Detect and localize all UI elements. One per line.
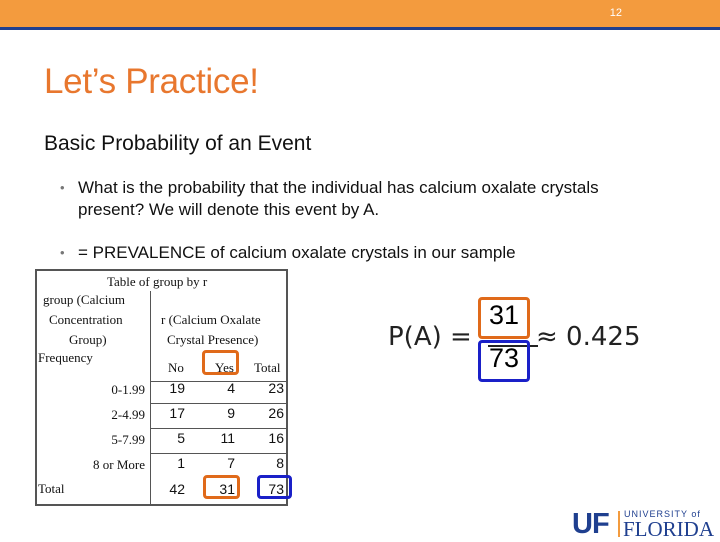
column-header-total: Total bbox=[254, 360, 281, 375]
bullet-dot-icon: • bbox=[60, 245, 65, 260]
cell-no: 5 bbox=[177, 430, 185, 446]
row-label-total: Total bbox=[38, 481, 65, 496]
row-header-line: Concentration bbox=[49, 312, 123, 327]
bullet-item bbox=[60, 177, 650, 221]
row-label: 0-1.99 bbox=[111, 382, 145, 397]
bullet-text: = PREVALENCE of calcium oxalate crystals in our sample bbox=[78, 243, 516, 262]
cell-yes: 11 bbox=[220, 430, 235, 446]
cell-total: 8 bbox=[276, 455, 284, 471]
formula-lhs: P(A) = bbox=[388, 322, 472, 352]
frequency-table bbox=[35, 269, 288, 506]
cell-yes: 9 bbox=[227, 405, 235, 421]
cell-no-total: 42 bbox=[169, 481, 185, 497]
table-divider bbox=[150, 291, 151, 506]
yes-header-highlight bbox=[202, 350, 239, 375]
column-header-line: r (Calcium Oxalate bbox=[161, 312, 261, 327]
yes-total-highlight bbox=[203, 475, 240, 499]
column-header-yes: Yes bbox=[215, 360, 234, 375]
cell-total: 26 bbox=[268, 405, 284, 421]
grand-total-highlight bbox=[257, 475, 292, 499]
slide-title: Let’s Practice! bbox=[44, 62, 259, 101]
cell-total: 23 bbox=[268, 380, 284, 396]
table-caption: Table of group by r bbox=[107, 274, 208, 289]
table-divider bbox=[150, 428, 288, 429]
row-header-line: Group) bbox=[69, 332, 107, 347]
row-label: 2-4.99 bbox=[111, 407, 145, 422]
cell-no: 1 bbox=[177, 455, 185, 471]
logo-university: UNIVERSITY of bbox=[624, 509, 701, 519]
cell-grand-total: 73 bbox=[268, 481, 284, 497]
table-divider bbox=[150, 403, 288, 404]
bullet-text: What is the probability that the individual has calcium oxalate crystals present? We will denote this event by A. bbox=[78, 178, 599, 219]
cell-yes: 4 bbox=[227, 380, 235, 396]
formula-result: ≈ 0.425 bbox=[536, 322, 641, 352]
table-divider bbox=[150, 453, 288, 454]
logo-divider bbox=[618, 511, 620, 537]
row-header-line: Frequency bbox=[38, 350, 93, 365]
cell-yes-total: 31 bbox=[219, 481, 235, 497]
logo-mark: UF bbox=[572, 508, 609, 540]
row-header-line: group (Calcium bbox=[43, 292, 125, 307]
formula-numerator: 31 bbox=[488, 300, 520, 330]
bullet-dot-icon: • bbox=[60, 180, 65, 195]
cell-yes: 7 bbox=[227, 455, 235, 471]
slide-subtitle: Basic Probability of an Event bbox=[44, 132, 312, 155]
logo-name: FLORIDA bbox=[623, 517, 715, 541]
top-rule bbox=[0, 27, 720, 30]
cell-total: 16 bbox=[268, 430, 284, 446]
column-header-line: Crystal Presence) bbox=[167, 332, 259, 347]
bullet-item bbox=[60, 242, 660, 264]
formula-denominator: 73 bbox=[488, 343, 520, 373]
cell-no: 17 bbox=[169, 405, 185, 421]
row-label: 8 or More bbox=[93, 457, 145, 472]
column-header-no: No bbox=[168, 360, 184, 375]
row-label: 5-7.99 bbox=[111, 432, 145, 447]
slide-number: 12 bbox=[609, 7, 622, 19]
cell-no: 19 bbox=[169, 380, 185, 396]
